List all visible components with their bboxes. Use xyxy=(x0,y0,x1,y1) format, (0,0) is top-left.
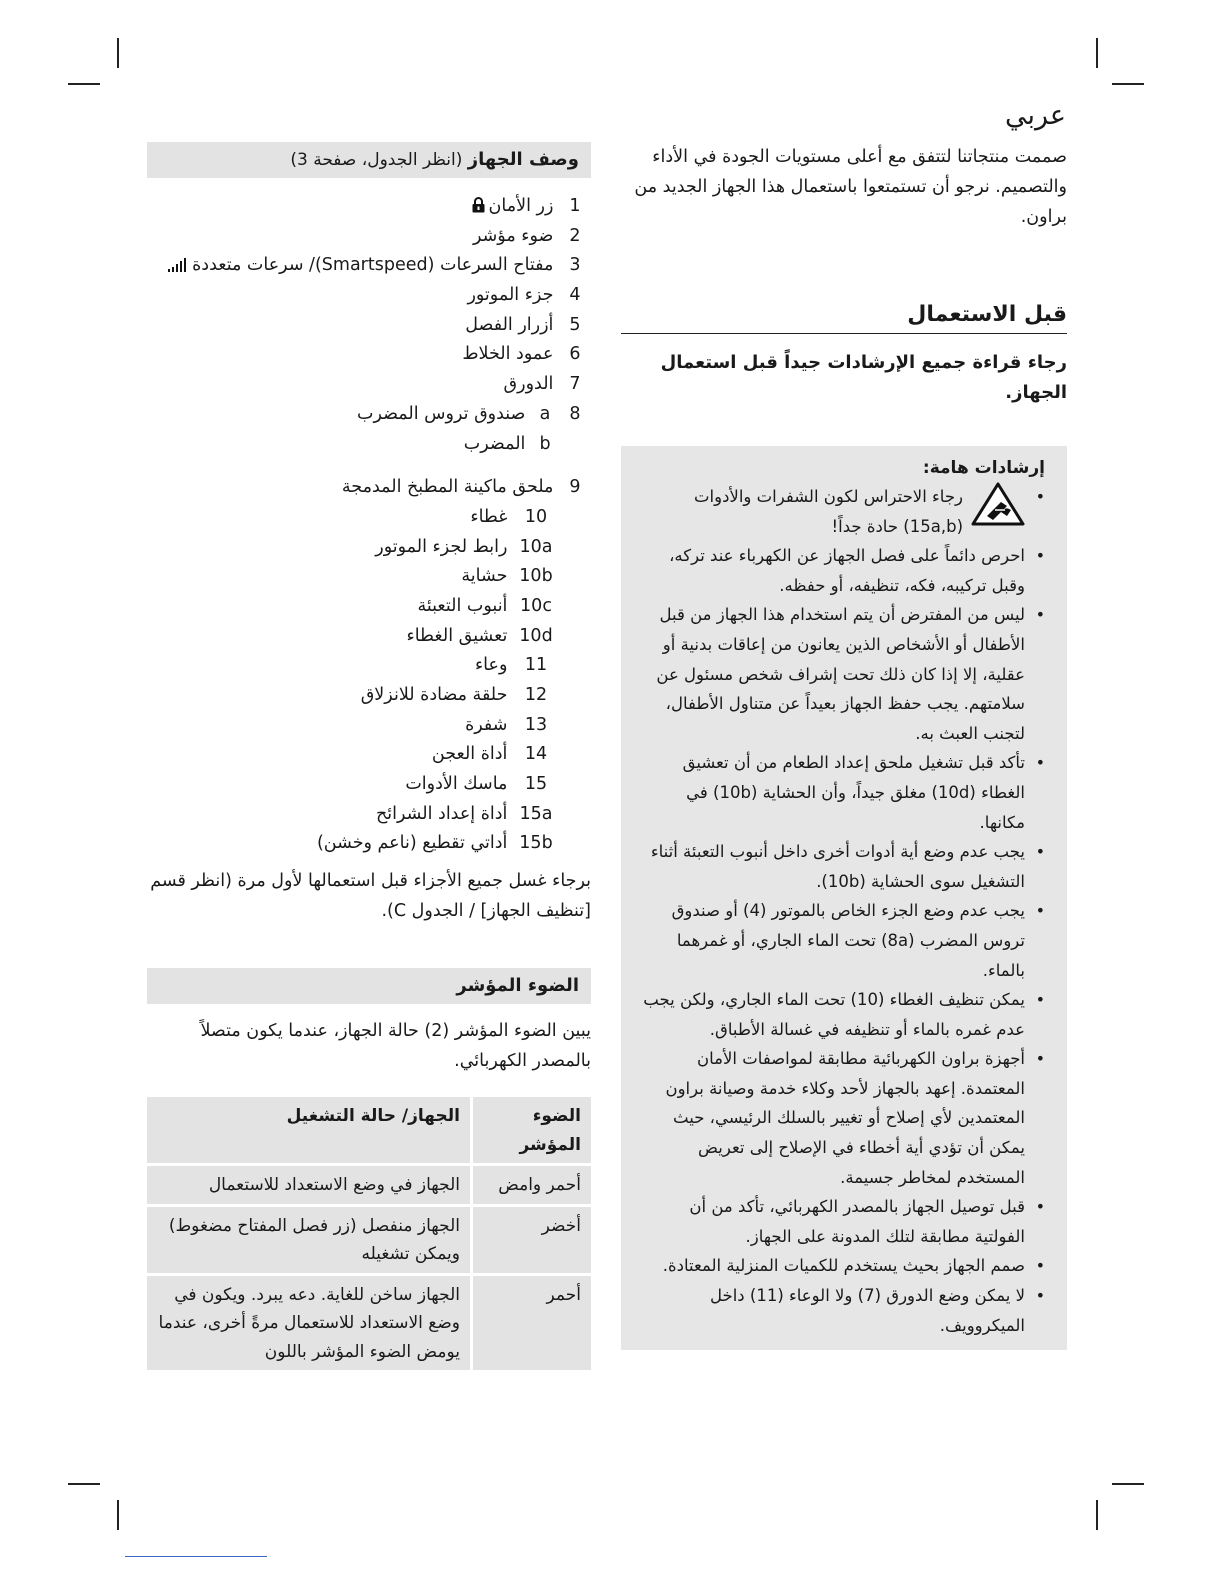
table-cell: الجهاز منفصل (زر فصل المفتاح مضغوط) ويمكن تشغيله xyxy=(147,1207,470,1273)
list-item: 10a رابط لجزء الموتور xyxy=(375,536,553,557)
crop-mark xyxy=(1096,38,1098,68)
list-item: 14 أداة العجن xyxy=(431,744,548,765)
list-item: 10c أنبوب التعبئة xyxy=(417,595,552,616)
list-item: • تأكد قبل تشغيل ملحق إعداد الطعام من أن تعشيق الغطاء (10d) مغلق جيداً، وأن الحشاية (10b) في مكانها. xyxy=(641,748,1045,837)
indicator-light-header xyxy=(147,968,591,1004)
right-column xyxy=(621,142,1067,1350)
table-row xyxy=(147,1276,591,1371)
intro-text: صممت منتجاتنا لتتفق مع أعلى مستويات الجودة في الأداء والتصميم. نرجو أن تستمتعوا باستعمال هذا الجهاز الجديد من براون. xyxy=(634,147,1067,227)
table-cell: أحمر وامض xyxy=(470,1166,591,1204)
list-item: 11 وعاء xyxy=(474,655,548,676)
list-item: 3 مفتاح السرعات (Smartspeed)/ سرعات متعددة xyxy=(147,251,591,281)
description-title: وصف الجهاز xyxy=(467,149,579,170)
column-header-light: الضوء المؤشر xyxy=(470,1097,591,1163)
list-item: 4 جزء الموتور xyxy=(467,285,581,306)
column-header-status: الجهاز/ حالة التشغيل xyxy=(147,1097,470,1163)
list-item: 12 حلقة مضادة للانزلاق xyxy=(360,685,548,705)
list-item: • قبل توصيل الجهاز بالمصدر الكهربائي، تأكد من أن الفولتية مطابقة لتلك المدونة على الجهاز. xyxy=(641,1192,1045,1251)
table-cell: أحمر xyxy=(470,1276,591,1371)
list-item: 9 ملحق ماكينة المطبخ المدمجة xyxy=(341,477,581,498)
list-item: • صمم الجهاز بحيث يستخدم للكميات المنزلية المعتادة. xyxy=(641,1251,1045,1281)
table-header-row xyxy=(147,1097,591,1163)
table-cell: الجهاز في وضع الاستعداد للاستعمال xyxy=(147,1166,470,1204)
list-item xyxy=(641,482,1045,541)
crop-mark xyxy=(1096,1500,1098,1530)
crop-mark xyxy=(117,1500,119,1530)
read-instructions-note: رجاء قراءة جميع الإرشادات جيداً قبل استعمال الجهاز. xyxy=(660,352,1067,403)
language-heading: عربي xyxy=(1004,100,1066,131)
list-item: 7 الدورق xyxy=(503,374,581,395)
list-item: • ليس من المفترض أن يتم استخدام هذا الجهاز من قبل الأطفال أو الأشخاص الذين يعانون من إعاقات بدنية أو عقلية، إلا إذا كان ذلك تحت إشراف شخص مسئول عن سلامتهم. يجب حفظ الجهاز بعيداً عن متناول الأطفال، لتجنب العبث به. xyxy=(641,600,1045,748)
table-row xyxy=(147,1166,591,1204)
list-item: 10d تعشيق الغطاء xyxy=(406,625,553,646)
crop-mark xyxy=(1112,1483,1144,1485)
list-item: • يمكن تنظيف الغطاء (10) تحت الماء الجاري، ولكن يجب عدم غمره بالماء أو تنظيفه في غسالة الأطباق. xyxy=(641,985,1045,1044)
list-item: • أجهزة براون الكهربائية مطابقة لمواصفات الأمان المعتمدة. إعهد بالجهاز لأحد وكلاء خدمة وصيانة براون المعتمدين لأي إصلاح أو تغيير بالسلك الرئيسي، حيث يمكن أن تؤدي أية أخطاء في الإصلاح إلى تعريض المستخدم لمخاطر جسيمة. xyxy=(641,1044,1045,1192)
list-item: 5 أزرار الفصل xyxy=(465,314,581,335)
table-cell: الجهاز ساخن للغاية. دعه يبرد. ويكون في وضع الاستعداد للاستعمال مرةً أخرى، عندما يومض الضوء المؤشر باللون xyxy=(147,1276,470,1371)
list-item: 15a أداة إعداد الشرائح xyxy=(375,803,553,824)
parts-list xyxy=(147,192,591,859)
crop-mark xyxy=(68,83,100,85)
table-cell: أخضر xyxy=(470,1207,591,1273)
important-notes-box xyxy=(621,446,1067,1350)
list-item: 2 ضوء مؤشر xyxy=(472,225,581,246)
description-header xyxy=(147,142,591,178)
list-item: • لا يمكن وضع الدورق (7) ولا الوعاء (11) داخل الميكروويف. xyxy=(641,1281,1045,1340)
crop-mark xyxy=(117,38,119,68)
list-item: 10b حشاية xyxy=(461,566,553,587)
crop-mark xyxy=(1112,83,1144,85)
list-item: • احرص دائماً على فصل الجهاز عن الكهرباء عند تركه، وقبل تركيبه، فكه، تنظيفه، أو حفظه. xyxy=(641,541,1045,600)
sharp-blade-warning-icon xyxy=(971,482,1025,526)
list-item: 15b أداتي تقطيع (ناعم وخشن) xyxy=(316,833,553,854)
list-gap xyxy=(147,459,591,473)
indicator-light-description: يبين الضوء المؤشر (2) حالة الجهاز، عندما يكون متصلاً بالمصدر الكهربائي. xyxy=(200,1021,591,1072)
indicator-light-title: الضوء المؤشر xyxy=(456,975,579,997)
list-item: 13 شفرة xyxy=(465,714,548,735)
list-item: 10 غطاء xyxy=(470,506,548,527)
list-item: 8a صندوق تروس المضرب xyxy=(356,403,581,424)
list-item: b المضرب xyxy=(463,433,551,454)
list-item: 15 ماسك الأدوات xyxy=(405,774,548,795)
important-notes-title: إرشادات هامة: xyxy=(922,458,1045,478)
crop-mark xyxy=(68,1483,100,1485)
footer-rule xyxy=(125,1556,267,1557)
list-item: 6 عمود الخلاط xyxy=(462,344,581,365)
description-reference: (انظر الجدول، صفحة 3) xyxy=(290,150,463,170)
indicator-light-table xyxy=(147,1094,591,1373)
important-notes-list xyxy=(641,482,1045,1340)
rinse-note: برجاء غسل جميع الأجزاء قبل استعمالها لأول مرة (انظر قسم [تنظيف الجهاز] / الجدول C). xyxy=(150,871,591,921)
list-item: • يجب عدم وضع أية أدوات أخرى داخل أنبوب التعبئة أثناء التشغيل سوى الحشاية (10b). xyxy=(641,837,1045,896)
table-row xyxy=(147,1207,591,1273)
before-use-title: قبل الاستعمال xyxy=(621,302,1067,334)
left-column xyxy=(147,142,591,1373)
list-item: 1 زر الأمان xyxy=(147,192,591,222)
sharp-blade-warning-text: رجاء الاحتراس لكون الشفرات والأدوات (15a,b) حادة جداً! xyxy=(693,487,963,536)
lock-icon xyxy=(472,197,485,213)
list-item: • يجب عدم وضع الجزء الخاص بالموتور (4) أو صندوق تروس المضرب (8a) تحت الماء الجاري، أو غمرهما بالماء. xyxy=(641,896,1045,985)
speed-levels-icon xyxy=(168,258,188,272)
